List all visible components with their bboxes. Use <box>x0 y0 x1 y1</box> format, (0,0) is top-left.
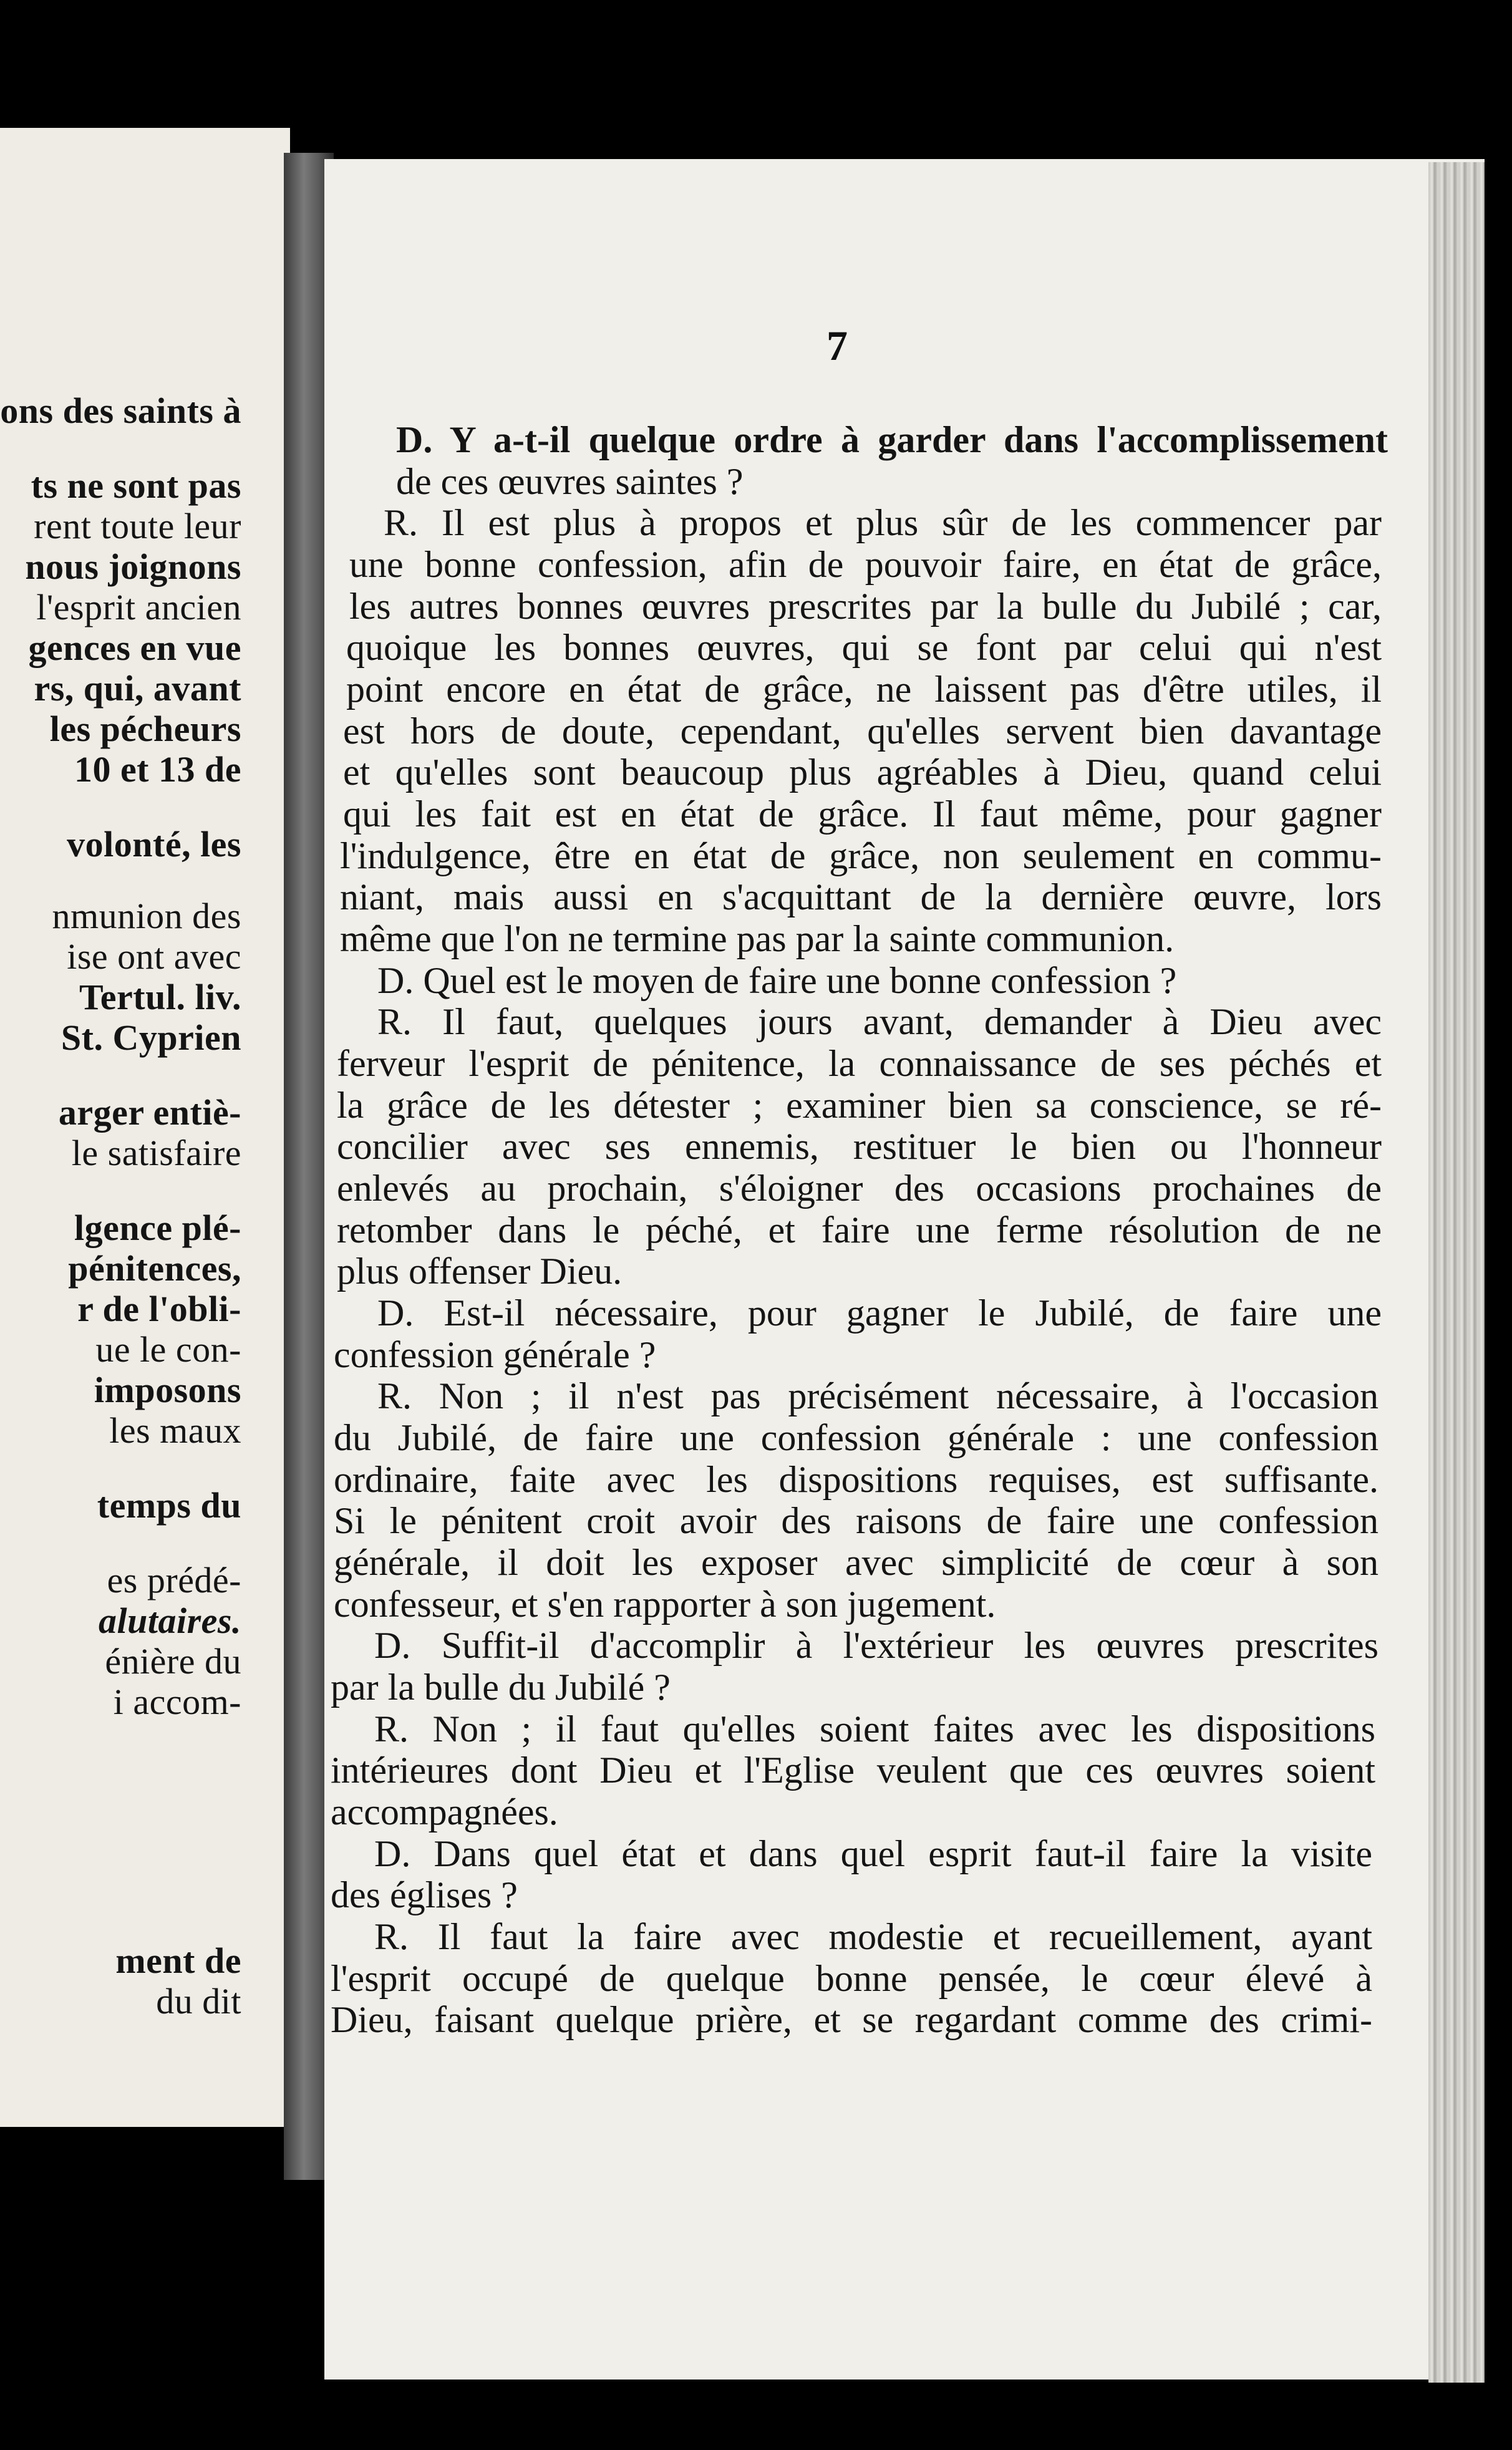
left-line: nmunion des <box>52 896 241 936</box>
text-line: D. Dans quel état et dans quel esprit faut-il faire la visite <box>374 1833 1372 1874</box>
text-line: R. Non ; il n'est pas précisément nécessaire, à l'occasion <box>377 1375 1379 1416</box>
text-line: et qu'elles sont beaucoup plus agréables à Dieu, quand celui <box>343 752 1382 793</box>
text-line: l'indulgence, être en état de grâce, non seulement en commu- <box>340 835 1382 876</box>
left-line: énière du <box>105 1641 241 1682</box>
text-line: ferveur l'esprit de pénitence, la connaissance de ses péchés et <box>337 1043 1382 1084</box>
text-line: point encore en état de grâce, ne laissent pas d'être utiles, il <box>346 669 1382 710</box>
left-line: les pécheurs <box>49 709 241 749</box>
page-number: 7 <box>826 322 848 369</box>
left-line: ue le con- <box>95 1329 241 1370</box>
text-line: ordinaire, faite avec les dispositions requises, est suffisante. <box>334 1459 1379 1500</box>
text-line: accompagnées. <box>331 1791 558 1833</box>
right-main-page <box>324 159 1485 2380</box>
left-line: temps du <box>97 1485 241 1526</box>
text-line: plus offenser Dieu. <box>337 1251 623 1292</box>
text-line: D. Y a-t-il quelque ordre à garder dans l'accomplissement <box>396 419 1388 460</box>
text-line: R. Non ; il faut qu'elles soient faites avec les dispositions <box>374 1708 1375 1750</box>
left-line: lgence plé- <box>74 1208 241 1248</box>
left-line: rent toute leur <box>34 506 241 546</box>
text-line: R. Il est plus à propos et plus sûr de les commencer par <box>384 502 1382 543</box>
page-stack-edge <box>1428 162 1485 2383</box>
left-line: i accom- <box>113 1682 241 1722</box>
left-line: ise ont avec <box>67 936 241 977</box>
left-line: Tertul. liv. <box>79 977 241 1017</box>
left-line: rs, qui, avant <box>34 668 241 709</box>
text-line: quoique les bonnes œuvres, qui se font par celui qui n'est <box>346 627 1382 668</box>
text-line: des églises ? <box>331 1874 518 1915</box>
left-line: les maux <box>109 1410 241 1451</box>
text-line: D. Suffit-il d'accomplir à l'extérieur les œuvres prescrites <box>374 1625 1379 1666</box>
left-facing-page <box>0 128 290 2127</box>
text-line: les autres bonnes œuvres prescrites par la bulle du Jubilé ; car, <box>349 586 1382 627</box>
text-line: confesseur, et s'en rapporter à son jugement. <box>334 1584 996 1625</box>
text-line: niant, mais aussi en s'acquittant de la dernière œuvre, lors <box>340 876 1382 918</box>
text-line: D. Quel est le moyen de faire une bonne confession ? <box>377 960 1177 1001</box>
left-line: alutaires. <box>99 1600 241 1641</box>
left-line: r de l'obli- <box>77 1289 241 1329</box>
text-line: l'esprit occupé de quelque bonne pensée, le cœur élevé à <box>331 1958 1372 1999</box>
text-line: D. Est-il nécessaire, pour gagner le Jubilé, de faire une <box>377 1292 1382 1334</box>
text-line: générale, il doit les exposer avec simplicité de cœur à son <box>334 1542 1379 1583</box>
text-line: Dieu, faisant quelque prière, et se regardant comme des crimi- <box>331 1999 1372 2040</box>
text-line: la grâce de les détester ; examiner bien sa conscience, se ré- <box>337 1085 1382 1126</box>
left-line: ons des saints à <box>0 390 241 431</box>
text-line: une bonne confession, afin de pouvoir faire, en état de grâce, <box>349 544 1382 585</box>
left-line: l'esprit ancien <box>36 587 241 627</box>
left-line: gences en vue <box>28 627 241 668</box>
left-line: St. Cyprien <box>61 1017 241 1058</box>
left-line: le satisfaire <box>71 1133 241 1173</box>
text-line: est hors de doute, cependant, qu'elles servent bien davantage <box>343 710 1382 752</box>
left-line: ts ne sont pas <box>31 465 241 506</box>
text-line: retomber dans le péché, et faire une ferme résolution de ne <box>337 1209 1382 1251</box>
left-line: ment de <box>115 1940 241 1981</box>
text-line: du Jubilé, de faire une confession générale : une confession <box>334 1417 1379 1458</box>
left-line: 10 et 13 de <box>74 749 241 790</box>
text-line: concilier avec ses ennemis, restituer le bien ou l'honneur <box>337 1126 1382 1167</box>
left-line: pénitences, <box>68 1248 241 1289</box>
left-line: arger entiè- <box>58 1092 241 1133</box>
left-line: volonté, les <box>67 824 241 864</box>
left-line: imposons <box>94 1370 241 1410</box>
left-line: nous joignons <box>25 546 241 587</box>
text-line: qui les fait est en état de grâce. Il faut même, pour gagner <box>343 793 1382 835</box>
text-line: Si le pénitent croit avoir des raisons de faire une confession <box>334 1500 1379 1541</box>
text-line: même que l'on ne termine pas par la sainte communion. <box>340 918 1175 959</box>
text-line: par la bulle du Jubilé ? <box>331 1667 671 1708</box>
left-line: du dit <box>156 1981 241 2021</box>
text-line: confession générale ? <box>334 1334 656 1375</box>
left-line: es prédé- <box>107 1560 241 1600</box>
text-line: intérieures dont Dieu et l'Eglise veulent que ces œuvres soient <box>331 1750 1375 1791</box>
text-line: R. Il faut, quelques jours avant, demander à Dieu avec <box>377 1001 1382 1042</box>
text-line: R. Il faut la faire avec modestie et recueillement, ayant <box>374 1916 1372 1957</box>
text-line: enlevés au prochain, s'éloigner des occasions prochaines de <box>337 1168 1382 1209</box>
text-line: de ces œuvres saintes ? <box>396 461 744 502</box>
page-body-text <box>324 159 1485 2380</box>
